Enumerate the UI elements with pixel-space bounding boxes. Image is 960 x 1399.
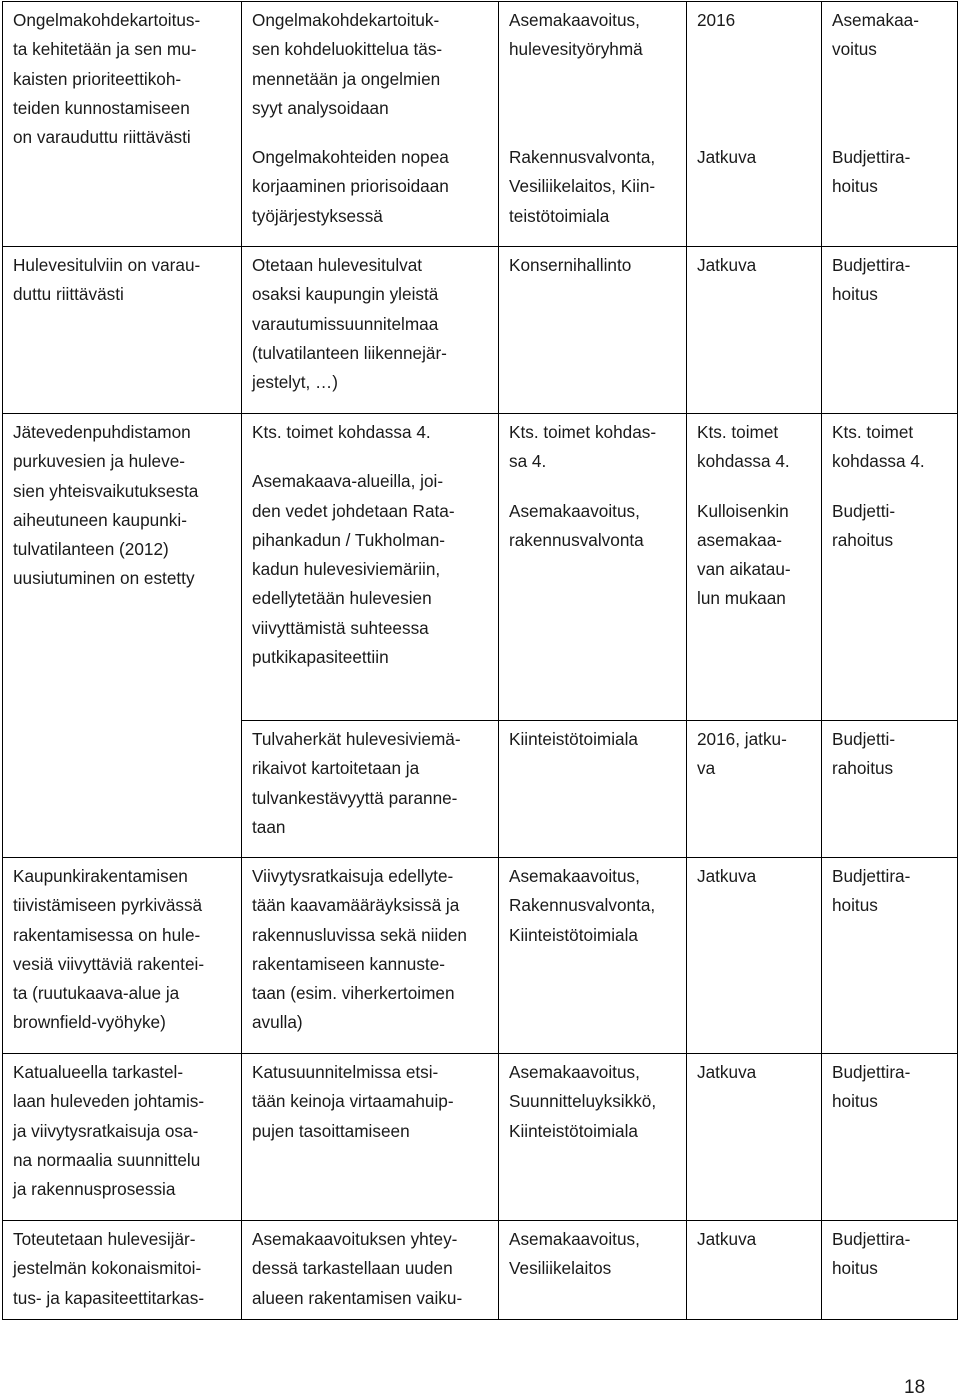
action-cell [242, 721, 499, 858]
funding-cell [822, 721, 958, 858]
schedule-text: Jatkuva [697, 866, 757, 886]
responsible-text: Asemakaavoitus, Suunnitteluyksikkö, Kiinteistötoimiala [509, 1062, 657, 1141]
schedule-text: Jatkuva [697, 1229, 757, 1249]
funding-text: Budjettira- hoitus [832, 147, 911, 197]
funding-text: Budjetti- rahoitus [832, 500, 896, 550]
schedule-text: 2016 [697, 10, 736, 30]
action-text: Katusuunnitelmissa etsi- tään keinoja virtaamahuip- pujen tasoittamiseen [252, 1062, 454, 1141]
action-cell [242, 2, 499, 247]
goal-text: Kaupunkirakentamisen tiivistämiseen pyrkivässä rakentamisessa on hule- vesiä viivyttäviä rakentei- ta (ruutukaava-alue ja brownfield-vyöhyke) [13, 866, 205, 1033]
funding-text: Kts. toimet kohdassa 4. [832, 422, 925, 472]
action-cell [242, 414, 499, 721]
schedule-text: Jatkuva [697, 255, 757, 275]
table-row [3, 1054, 958, 1221]
responsible-text: Kiinteistötoimiala [509, 729, 638, 749]
responsible-cell [499, 858, 687, 1054]
action-cell [242, 1054, 499, 1221]
responsible-text: Asemakaavoitus, Rakennusvalvonta, Kiinteistötoimiala [509, 866, 656, 945]
goal-cell [3, 721, 242, 858]
action-text: Viivytysratkaisuja edellyte- tään kaavamääräyksissä ja rakennusluvissa sekä niiden rakentamiseen kannuste- taan (esim. viherkertoimen avulla) [252, 866, 467, 1033]
action-text: Asemakaavoituksen yhtey- dessä tarkastellaan uuden alueen rakentamisen vaiku- [252, 1229, 463, 1308]
goal-cell [3, 247, 242, 414]
schedule-cell [687, 414, 822, 721]
table-row [3, 247, 958, 414]
responsible-text: Kts. toimet kohdas- sa 4. [509, 422, 657, 472]
funding-text: Asemakaa- voitus [832, 10, 919, 60]
table-row [3, 721, 958, 858]
responsible-text: Konsernihallinto [509, 255, 632, 275]
schedule-text: Jatkuva [697, 147, 757, 167]
responsible-text: Asemakaavoitus, Vesiliikelaitos [509, 1229, 640, 1279]
schedule-text: Jatkuva [697, 1062, 757, 1082]
table-row [3, 2, 958, 247]
goal-text: Katualueella tarkastel- laan huleveden johtamis- ja viivytysratkaisuja osa- na normaalia suunnittelu ja rakennusprosessia [13, 1062, 205, 1200]
funding-cell [822, 1054, 958, 1221]
goal-cell [3, 858, 242, 1054]
action-text: Ongelmakohdekartoituk- sen kohdeluokittelua täs- mennetään ja ongelmien syyt analysoidaan [252, 10, 443, 118]
table-row [3, 414, 958, 721]
responsible-cell [499, 1221, 687, 1320]
page-number: 18 [904, 1377, 926, 1398]
responsible-cell [499, 247, 687, 414]
funding-text: Budjettira- hoitus [832, 866, 911, 916]
action-text: Ongelmakohteiden nopea korjaaminen priorisoidaan työjärjestyksessä [252, 147, 449, 226]
schedule-cell [687, 1054, 822, 1221]
schedule-cell [687, 2, 822, 247]
goal-text: Toteutetaan hulevesijär- jestelmän kokonaismitoi- tus- ja kapasiteettitarkas- [13, 1229, 205, 1308]
responsible-text: Asemakaavoitus, rakennusvalvonta [509, 500, 644, 550]
funding-cell [822, 2, 958, 247]
funding-cell [822, 247, 958, 414]
funding-text: Budjettira- hoitus [832, 1062, 911, 1112]
funding-text: Budjettira- hoitus [832, 255, 911, 305]
schedule-text: Kts. toimet kohdassa 4. [697, 422, 790, 472]
schedule-text: 2016, jatku- va [697, 729, 787, 779]
responsible-cell [499, 1054, 687, 1221]
funding-cell [822, 858, 958, 1054]
funding-text: Budjetti- rahoitus [832, 729, 896, 779]
action-text: Otetaan hulevesitulvat osaksi kaupungin yleistä varautumissuunnitelmaa (tulvatilanteen liikennejär- jestelyt, …) [252, 255, 447, 393]
responsible-text: Rakennusvalvonta, Vesiliikelaitos, Kiin- teistötoimiala [509, 147, 656, 226]
goal-cell [3, 1221, 242, 1320]
funding-cell [822, 414, 958, 721]
goal-text: Ongelmakohdekartoitus- ta kehitetään ja sen mu- kaisten prioriteettikoh- teiden kunnostamiseen on varauduttu riittävästi [13, 10, 201, 148]
goal-text: Hulevesitulviin on varau- duttu riittävästi [13, 255, 201, 305]
action-text: Kts. toimet kohdassa 4. [252, 422, 431, 442]
responsible-cell [499, 2, 687, 247]
action-cell [242, 1221, 499, 1320]
goal-cell [3, 414, 242, 721]
table-row [3, 858, 958, 1054]
action-text: Tulvaherkät hulevesiviemä- rikaivot kartoitetaan ja tulvankestävyyttä paranne- taan [252, 729, 461, 837]
schedule-cell [687, 721, 822, 858]
funding-text: Budjettira- hoitus [832, 1229, 911, 1279]
table-row [3, 1221, 958, 1320]
action-plan-table [2, 1, 958, 1320]
schedule-cell [687, 247, 822, 414]
responsible-cell [499, 414, 687, 721]
action-cell [242, 858, 499, 1054]
responsible-cell [499, 721, 687, 858]
funding-cell [822, 1221, 958, 1320]
action-text: Asemakaava-alueilla, joi- den vedet johdetaan Rata- pihankadun / Tukholman- kadun hulevesiviemäriin, edellytetään hulevesien viivyttämistä suhteessa putkikapasiteettiin [252, 471, 455, 668]
schedule-cell [687, 858, 822, 1054]
action-cell [242, 247, 499, 414]
schedule-cell [687, 1221, 822, 1320]
goal-text: Jätevedenpuhdistamon purkuvesien ja huleve- sien yhteisvaikutuksesta aiheutuneen kaupunki- tulvatilanteen (2012) uusiutuminen on estetty [13, 422, 199, 589]
responsible-text: Asemakaavoitus, hulevesityöryhmä [509, 10, 643, 60]
goal-cell [3, 2, 242, 247]
goal-cell [3, 1054, 242, 1221]
schedule-text: Kulloisenkin asemakaa- van aikatau- lun mukaan [697, 500, 791, 609]
